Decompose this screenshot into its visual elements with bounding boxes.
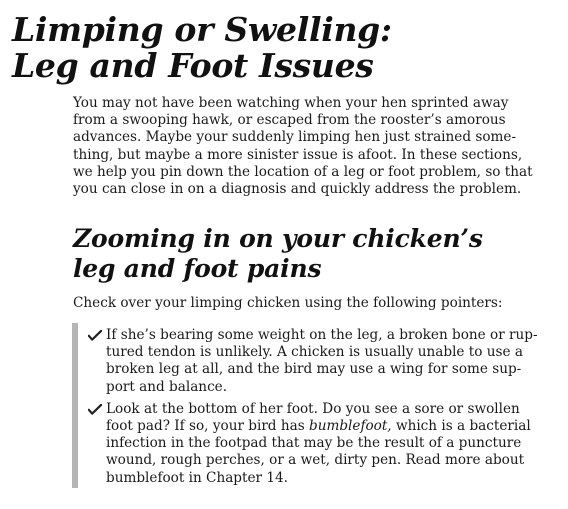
intro-line-5: we help you pin down the location of a leg or foot problem, so that: [73, 163, 533, 180]
bullet-2-line-4: wound, rough perches, or a wet, dirty pen. Read more about: [106, 452, 525, 469]
bullet-1-line-2: tured tendon is unlikely. A chicken is usually unable to use a: [106, 344, 523, 361]
section-title: [12, 12, 392, 84]
bullet-2-line-3: infection in the footpad that may be the result of a puncture: [106, 435, 522, 452]
check-icon: [88, 330, 102, 341]
bullet-2-line-1: Look at the bottom of her foot. Do you see a sore or swollen: [106, 400, 520, 417]
intro-line-2: from a swooping hawk, or escaped from the rooster’s amorous: [73, 112, 506, 129]
bullet-1-line-4: port and balance.: [106, 378, 228, 395]
intro-line-4: thing, but maybe a more sinister issue is afoot. In these sections,: [73, 146, 523, 163]
intro-line-6: you can close in on a diagnosis and quickly address the problem.: [73, 181, 522, 198]
bullet-2-line-2: [106, 418, 531, 435]
bullet-2-line-2-rest: which is a bacterial: [391, 418, 531, 435]
subsection-title-line-1: Zooming in on your chicken’s: [73, 224, 483, 253]
subsection-title-line-2: leg and foot pains: [73, 254, 322, 283]
bullet-list: [88, 327, 538, 492]
bullet-1-line-3: broken leg at all, and the bird may use a wing for some sup-: [106, 361, 522, 378]
intro-line-1: You may not have been watching when your hen sprinted away: [73, 95, 509, 111]
bullet-list-sidebar: [72, 323, 78, 488]
list-item: [88, 400, 531, 487]
lead-paragraph: Check over your limping chicken using the following pointers:: [73, 295, 503, 311]
check-icon: [88, 404, 102, 415]
section-title-line-2: Leg and Foot Issues: [12, 46, 374, 85]
section-title-line-1: Limping or Swelling:: [12, 10, 392, 49]
intro-paragraph: [73, 95, 533, 198]
subsection-title: [73, 224, 483, 284]
bullet-2-line-5: bumblefoot in Chapter 14.: [106, 469, 288, 486]
bullet-1-line-1: If she’s bearing some weight on the leg, a broken bone or rup-: [106, 327, 538, 343]
intro-line-3: advances. Maybe your suddenly limping hen just strained some-: [73, 129, 517, 146]
bumblefoot-term: bumblefoot,: [309, 418, 392, 435]
bullet-2-line-2-text: foot pad? If so, your bird has: [106, 418, 309, 435]
list-item: [88, 327, 538, 396]
